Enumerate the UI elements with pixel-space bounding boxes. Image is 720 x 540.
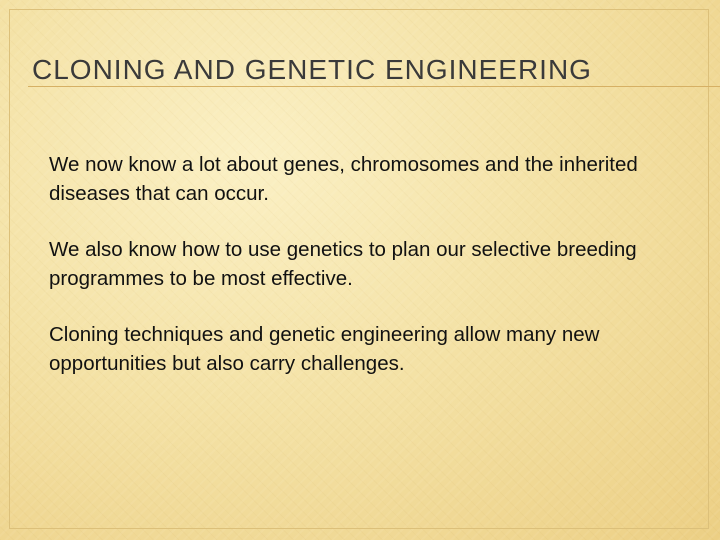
slide-title: CLONING AND GENETIC ENGINEERING — [32, 54, 592, 85]
body-paragraph-3: Cloning techniques and genetic engineering allow many new opportunities but also carry challenges. — [49, 323, 600, 375]
body-paragraph-1: We now know a lot about genes, chromosomes and the inherited diseases that can occur. — [49, 153, 638, 205]
title-underline — [28, 86, 720, 87]
body-paragraph-2: We also know how to use genetics to plan our selective breeding programmes to be most effective. — [49, 238, 637, 290]
slide-body — [49, 150, 689, 405]
